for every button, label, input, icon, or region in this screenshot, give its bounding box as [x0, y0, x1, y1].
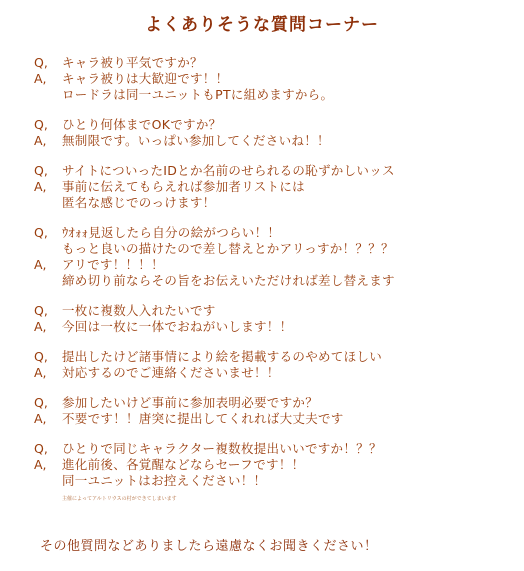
faq-item [34, 441, 514, 489]
question-marker: Q, [34, 55, 48, 70]
question-line [34, 55, 514, 71]
answer-marker: A, [34, 411, 47, 426]
answer-line [34, 179, 514, 195]
page-title: よくありそうな質問コーナー [145, 15, 379, 35]
question-marker: Q, [34, 303, 48, 318]
question-text: ひとりで同じキャラクター複数枚提出いいですか！？？ [62, 441, 382, 456]
faq-item [34, 395, 514, 427]
answer-marker: A, [34, 133, 47, 148]
answer-text: 同一ユニットはお控えください！！ [62, 473, 267, 488]
faq-list [34, 55, 514, 501]
answer-line [34, 411, 514, 427]
question-text: サイトについったIDとか名前のせられるの恥ずかしいッス [62, 163, 395, 178]
faq-item [34, 303, 514, 335]
question-line [34, 395, 514, 411]
answer-text: 無制限です。いっぱい参加してくださいね！！ [62, 133, 330, 148]
answer-line [34, 87, 514, 103]
question-line [34, 349, 514, 365]
faq-item [34, 349, 514, 381]
answer-line [34, 457, 514, 473]
footnote: 主催によってアルトリウスの村ができてしまいます [62, 496, 177, 502]
question-text: ｳｵｫｫ見返したら自分の絵がつらい！！ [62, 225, 281, 240]
answer-marker: A, [34, 365, 47, 380]
question-text: キャラ被り平気ですか？ [62, 55, 203, 70]
answer-text: 事前に伝えてもらえれば参加者リストには [62, 179, 305, 194]
answer-line [34, 319, 514, 335]
answer-text: キャラ被りは大歓迎です！！ [62, 71, 229, 86]
answer-line [34, 257, 514, 273]
faq-item [34, 117, 514, 149]
question-line [34, 441, 514, 457]
question-line [34, 163, 514, 179]
answer-line [34, 365, 514, 381]
faq-item [34, 55, 514, 103]
faq-item [34, 163, 514, 211]
question-marker: Q, [34, 163, 48, 178]
question-text: 一枚に複数人入れたいです [62, 303, 216, 318]
question-line [34, 117, 514, 133]
answer-marker: A, [34, 319, 47, 334]
question-line [34, 241, 514, 257]
question-marker: Q, [34, 117, 48, 132]
question-marker: Q, [34, 349, 48, 364]
answer-line [34, 273, 514, 289]
answer-text: 締め切り前ならその旨をお伝えいただければ差し替えます [62, 273, 395, 288]
question-text: もっと良いの描けたので差し替えとかアリっすか！？？？ [62, 241, 394, 256]
answer-text: アリです！！！！ [62, 257, 164, 272]
question-text: 提出したけど諸事情により絵を掲載するのやめてほしい [62, 349, 383, 364]
question-line [34, 225, 514, 241]
answer-marker: A, [34, 257, 47, 272]
answer-text: 匿名な感じでのっけます！ [62, 195, 216, 210]
answer-text: 今回は一枚に一体でおねがいします！！ [62, 319, 293, 334]
faq-item [34, 225, 514, 289]
question-marker: Q, [34, 225, 48, 240]
answer-text: 進化前後、各覚醒などならセーフです！！ [62, 457, 305, 472]
question-marker: Q, [34, 395, 48, 410]
question-text: 参加したいけど事前に参加表明必要ですか？ [62, 395, 319, 410]
answer-text: 不要です！！唐突に提出してくれれば大丈夫です [62, 411, 344, 426]
answer-text: 対応するのでご連絡くださいませ！！ [62, 365, 280, 380]
closing-message: その他質問などありましたら遠慮なくお聞きください！ [40, 539, 378, 554]
answer-marker: A, [34, 179, 47, 194]
answer-line [34, 473, 514, 489]
answer-line [34, 133, 514, 149]
answer-text: ロードラは同一ユニットもPTに組めますから。 [62, 87, 334, 102]
question-line [34, 303, 514, 319]
question-text: ひとり何体までOKですか？ [62, 117, 222, 132]
answer-line [34, 71, 514, 87]
answer-marker: A, [34, 71, 47, 86]
question-marker: Q, [34, 441, 48, 456]
answer-line [34, 195, 514, 211]
answer-marker: A, [34, 457, 47, 472]
